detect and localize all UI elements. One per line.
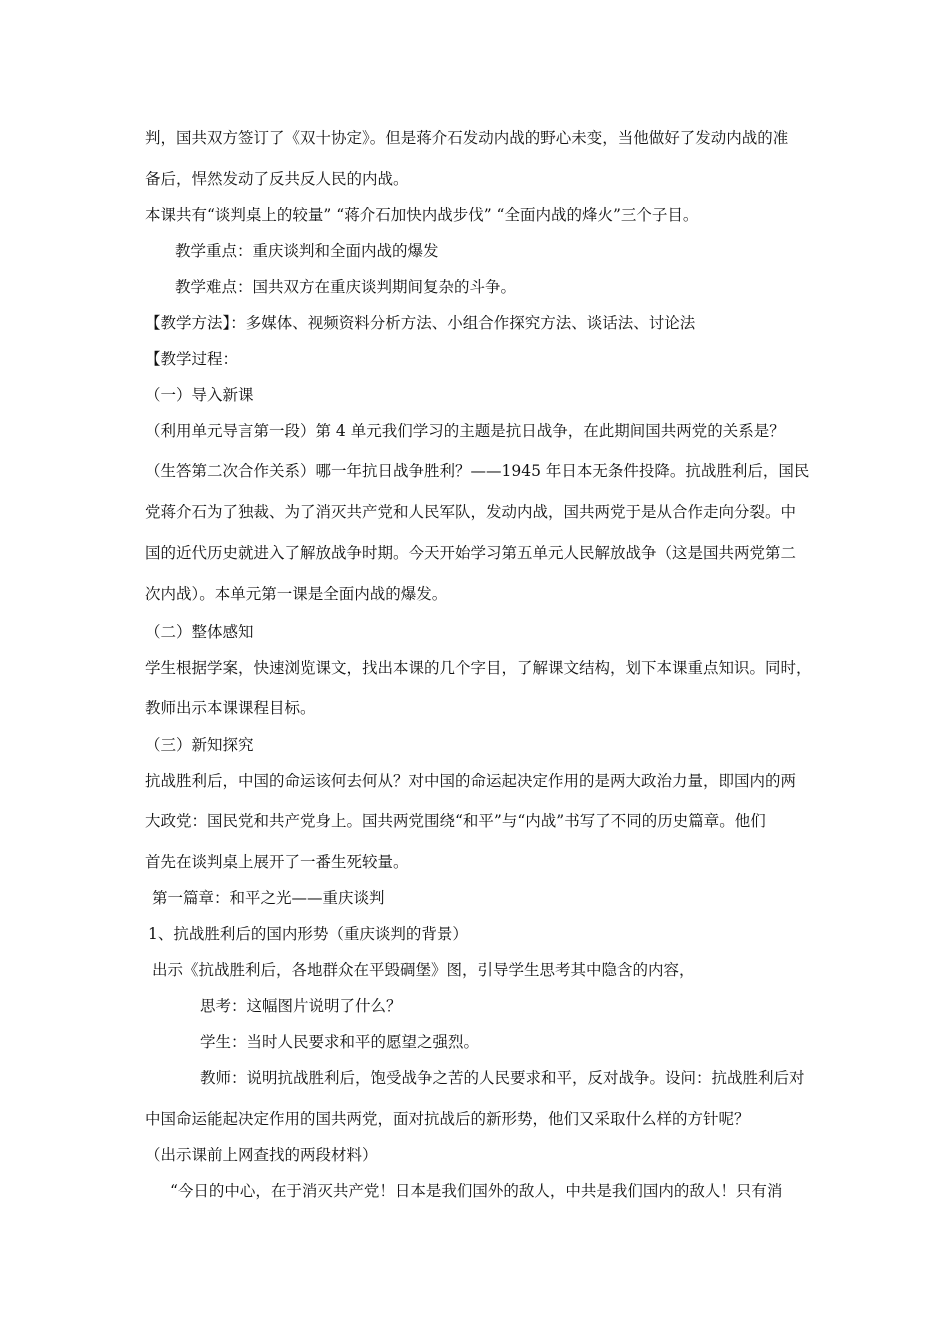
quote-line: “今日的中心，在于消灭共产党！日本是我们国外的敌人，中共是我们国内的敌人！只有消 — [170, 1182, 783, 1200]
text-line: （利用单元导言第一段）第 4 单元我们学习的主题是抗日战争，在此期间国共两党的关系是？ — [145, 422, 785, 440]
text-line: 出示《抗战胜利后，各地群众在平毁碉堡》图，引导学生思考其中隐含的内容， — [152, 961, 695, 979]
teaching-focus: 教学重点：重庆谈判和全面内战的爆发 — [175, 242, 439, 260]
teaching-method: 【教学方法】：多媒体、视频资料分析方法、小组合作探究方法、谈话法、讨论法 — [145, 314, 696, 332]
text-line: 国的近代历史就进入了解放战争时期。今天开始学习第五单元人民解放战争（这是国共两党第二 — [145, 544, 797, 562]
text-line: 备后，悍然发动了反共反人民的内战。 — [145, 170, 409, 188]
text-line: 首先在谈判桌上展开了一番生死较量。 — [145, 853, 409, 871]
text-line: 抗战胜利后，中国的命运该何去何从？对中国的命运起决定作用的是两大政治力量，即国内的两 — [145, 772, 797, 790]
text-line: 本课共有“谈判桌上的较量” “蒋介石加快内战步伐” “全面内战的烽火”三个子目。 — [145, 206, 699, 224]
text-line: 学生：当时人民要求和平的愿望之强烈。 — [200, 1033, 480, 1051]
text-line: 学生根据学案，快速浏览课文，找出本课的几个字目，了解课文结构，划下本课重点知识。同时， — [145, 659, 812, 677]
text-line: （出示课前上网查找的两段材料） — [145, 1146, 378, 1164]
teaching-process-heading: 【教学过程： — [145, 350, 239, 368]
text-line: 大政党：国民党和共产党身上。国共两党围绕“和平”与“内战”书写了不同的历史篇章。他们 — [145, 812, 766, 830]
text-line: 判，国共双方签订了《双十协定》。但是蒋介石发动内战的野心未变，当他做好了发动内战的准 — [145, 129, 789, 147]
subsection-heading: 1、抗战胜利后的国内形势（重庆谈判的背景） — [148, 925, 468, 943]
text-line: （生答第二次合作关系）哪一年抗日战争胜利？——1945 年日本无条件投降。抗战胜利后，国民 — [145, 462, 810, 480]
text-line: 中国命运能起决定作用的国共两党，面对抗战后的新形势，他们又采取什么样的方针呢？ — [145, 1110, 750, 1128]
text-line: 教师出示本课课程目标。 — [145, 699, 316, 717]
section-heading: （二）整体感知 — [145, 623, 254, 641]
text-line: 教师：说明抗战胜利后，饱受战争之苦的人民要求和平，反对战争。设问：抗战胜利后对 — [200, 1069, 805, 1087]
text-line: 党蒋介石为了独裁、为了消灭共产党和人民军队，发动内战，国共两党于是从合作走向分裂。中 — [145, 503, 797, 521]
section-heading: （一）导入新课 — [145, 386, 254, 404]
section-heading: （三）新知探究 — [145, 736, 254, 754]
teaching-difficulty: 教学难点：国共双方在重庆谈判期间复杂的斗争。 — [175, 278, 517, 296]
text-line: 次内战）。本单元第一课是全面内战的爆发。 — [145, 585, 448, 603]
chapter-heading: 第一篇章：和平之光——重庆谈判 — [152, 889, 385, 907]
text-line: 思考：这幅图片说明了什么？ — [200, 997, 402, 1015]
